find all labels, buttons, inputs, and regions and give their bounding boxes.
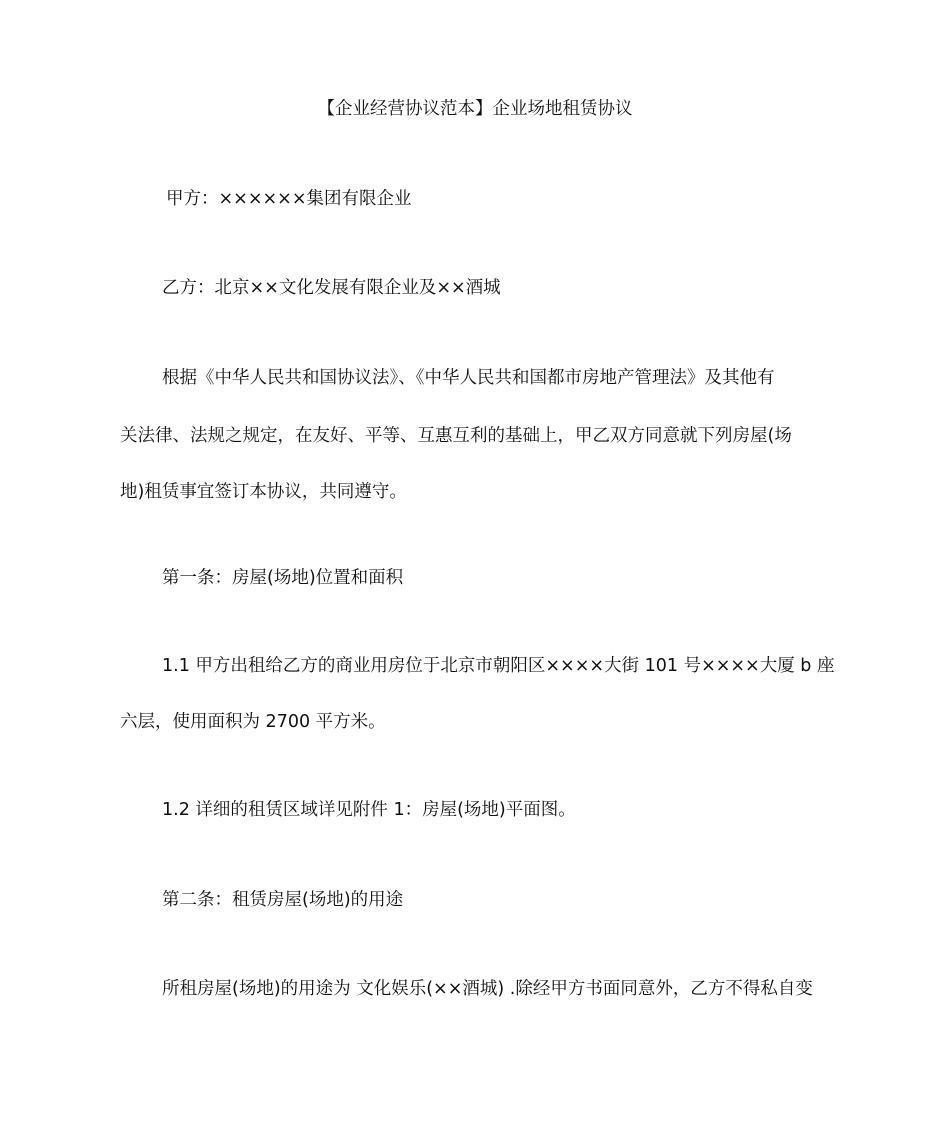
preamble-line-2: 关法律、法规之规定，在友好、平等、互惠互利的基础上，甲乙双方同意就下列房屋(场 bbox=[120, 426, 792, 446]
preamble-line-1: 根据《中华人民共和国协议法》、《中华人民共和国都市房地产管理法》及其他有 bbox=[162, 368, 775, 388]
party-b: 乙方：北京××文化发展有限企业及××酒城 bbox=[162, 278, 501, 298]
clause-1-1-line-1: 1.1 甲方出租给乙方的商业用房位于北京市朝阳区××××大街 101 号××××大厦 b 座 bbox=[162, 656, 835, 676]
article-2-heading: 第二条：租赁房屋(场地)的用途 bbox=[162, 890, 404, 910]
article-2-line-1: 所租房屋(场地)的用途为 文化娱乐(××酒城) .除经甲方书面同意外，乙方不得私自变 bbox=[162, 979, 813, 999]
article-1-heading: 第一条：房屋(场地)位置和面积 bbox=[162, 568, 404, 588]
clause-1-1-line-2: 六层，使用面积为 2700 平方米。 bbox=[120, 712, 386, 732]
preamble-line-3: 地)租赁事宜签订本协议，共同遵守。 bbox=[120, 482, 407, 502]
party-a: 甲方：××××××集团有限企业 bbox=[166, 189, 412, 209]
document-title: 【企业经营协议范本】企业场地租赁协议 bbox=[317, 99, 633, 119]
clause-1-2: 1.2 详细的租赁区域详见附件 1：房屋(场地)平面图。 bbox=[162, 800, 576, 820]
